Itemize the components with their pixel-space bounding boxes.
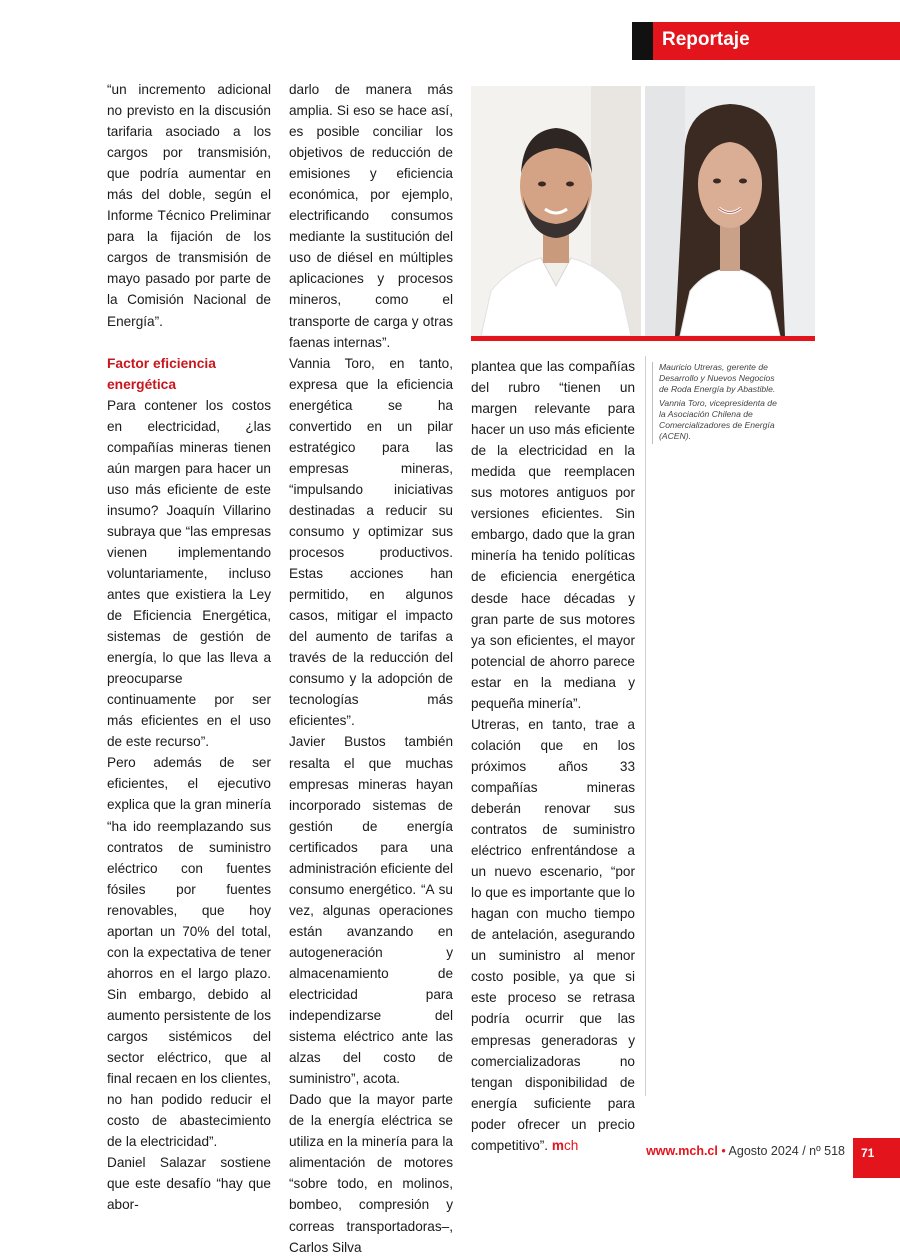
paragraph: Utreras, en tanto, trae a colación que en los próximos años 33 compañías mineras deberán renovar sus contratos de suministro eléctrico enfrentándose a un nuevo escenario, “por lo que es importante que lo hagan con mucho tiempo de antelación, asegurando un suministro al menor costo posible, ya que si este proceso se retrasa podría ocurrir que las empresas generadoras y comercializadoras no tengan disponibilidad de energía suficiente para poder ofrecer un precio competitivo”. mch — [471, 716, 635, 1153]
paragraph: Dado que la mayor parte de la energía eléctrica se utiliza en la minería para la alimentación de motores “sobre todo, en molinos, bombeo, compresión y correas transportadoras–, Carlos Silva — [289, 1092, 453, 1255]
caption-line: Vannia Toro, vicepresidenta de la Asociación Chilena de Comercializadores de Energía (ACEN). — [659, 397, 777, 442]
paragraph: darlo de manera más amplia. Si eso se hace así, es posible conciliar los objetivos de reducción de emisiones y eficiencia económica, por ejemplo, electrificando consumos mediante la sustitución del uso de diésel en múltiples aplicaciones y procesos mineros, como el transporte de carga y otras faenas internas”. — [289, 82, 453, 350]
portrait-photos — [471, 86, 815, 341]
paragraph: Daniel Salazar sostiene que este desafío “hay que abor- — [107, 1155, 271, 1213]
photo-divider-rule — [471, 336, 815, 341]
mch-end-mark: mch — [551, 1137, 579, 1153]
column-divider — [645, 356, 646, 1096]
portrait-photo-man — [471, 86, 641, 336]
footer-issue: Agosto 2024 / nº 518 — [728, 1144, 845, 1158]
paragraph: Javier Bustos también resalta el que muchas empresas mineras hayan incorporado sistemas de gestión de energía certificados para una administración eficiente del consumo energético. “A su vez, algunas operaciones están avanzando en autogeneración y almacenamiento de electricidad para independizarse del sistema eléctrico ante las alzas del costo de suministro”, acota. — [289, 734, 453, 1087]
text-column-3 — [471, 356, 635, 1156]
footer-website-link[interactable]: www.mch.cl — [646, 1144, 718, 1158]
caption-line: Mauricio Utreras, gerente de Desarrollo y Nuevos Negocios de Roda Energía by Abastible. — [659, 362, 776, 395]
portrait-man-illustration — [471, 86, 641, 336]
paragraph: Vannia Toro, en tanto, expresa que la eficiencia energética se ha convertido en un pilar estratégico para las empresas mineras, “impulsando iniciativas destinadas a reducir su consumo y optimizar sus procesos productivos. Estas acciones han permitido, en algunos casos, mitigar el impacto del aumento de tarifas a través de la reducción del consumo y la adopción de tecnologías más eficientes”. — [289, 355, 453, 729]
footer-separator: • — [721, 1144, 726, 1158]
text-column-2 — [289, 79, 453, 1258]
subheading: Factor eficiencia energética — [107, 355, 216, 392]
section-header-bar — [632, 22, 900, 60]
page-number-box — [853, 1138, 900, 1178]
paragraph: Para contener los costos en electricidad, ¿las compañías mineras tienen aún margen para hacer un uso más eficiente de este insumo? Joaquín Villarino subraya que “las empresas vienen implementando voluntariamente, incluso antes que existiera la Ley de Eficiencia Energética, sistemas de gestión de energía, lo que las lleva a preocuparse continuamente por ser más eficientes en el uso de este recurso”. — [107, 397, 271, 750]
paragraph: “un incremento adicional no previsto en la discusión tarifaria asociado a los cargos por transmisión, que podría aumentar en más del doble, según el Informe Técnico Preliminar para la fijación de los cargos de transmisión de mayo pasado por parte de la Comisión Nacional de Energía”. — [107, 82, 271, 329]
section-title: Reportaje — [662, 29, 750, 50]
photo-caption — [652, 362, 777, 444]
paragraph: Pero además de ser eficientes, el ejecutivo explica que la gran minería “ha ido reemplazando sus contratos de suministro eléctrico con fuentes fósiles por fuentes renovables, que hoy aportan un 70% del total, con la expectativa de tener ahorros en el largo plazo. Sin embargo, debido al aumento persistente de los cargos sistémicos del sector eléctrico, que al final recaen en los clientes, no han podido reducir el costo de abastecimiento de la electricidad”. — [107, 755, 271, 1150]
portrait-woman-illustration — [645, 86, 815, 336]
paragraph: plantea que las compañías del rubro “tienen un margen relevante para hacer un uso más eficiente de la electricidad en la medida que reemplacen sus motores antiguos por versiones eficientes. Sin embargo, dado que la gran minería ha tenido políticas de eficiencia energética desde hace décadas y gran parte de sus motores ya son eficientes, el mayor potencial de ahorro parece estar en la mediana y pequeña minería”. — [471, 359, 635, 711]
page-number: 71 — [861, 1146, 875, 1160]
page-footer — [600, 1144, 845, 1158]
portrait-photo-woman — [645, 86, 815, 336]
text-column-1 — [107, 79, 271, 1215]
